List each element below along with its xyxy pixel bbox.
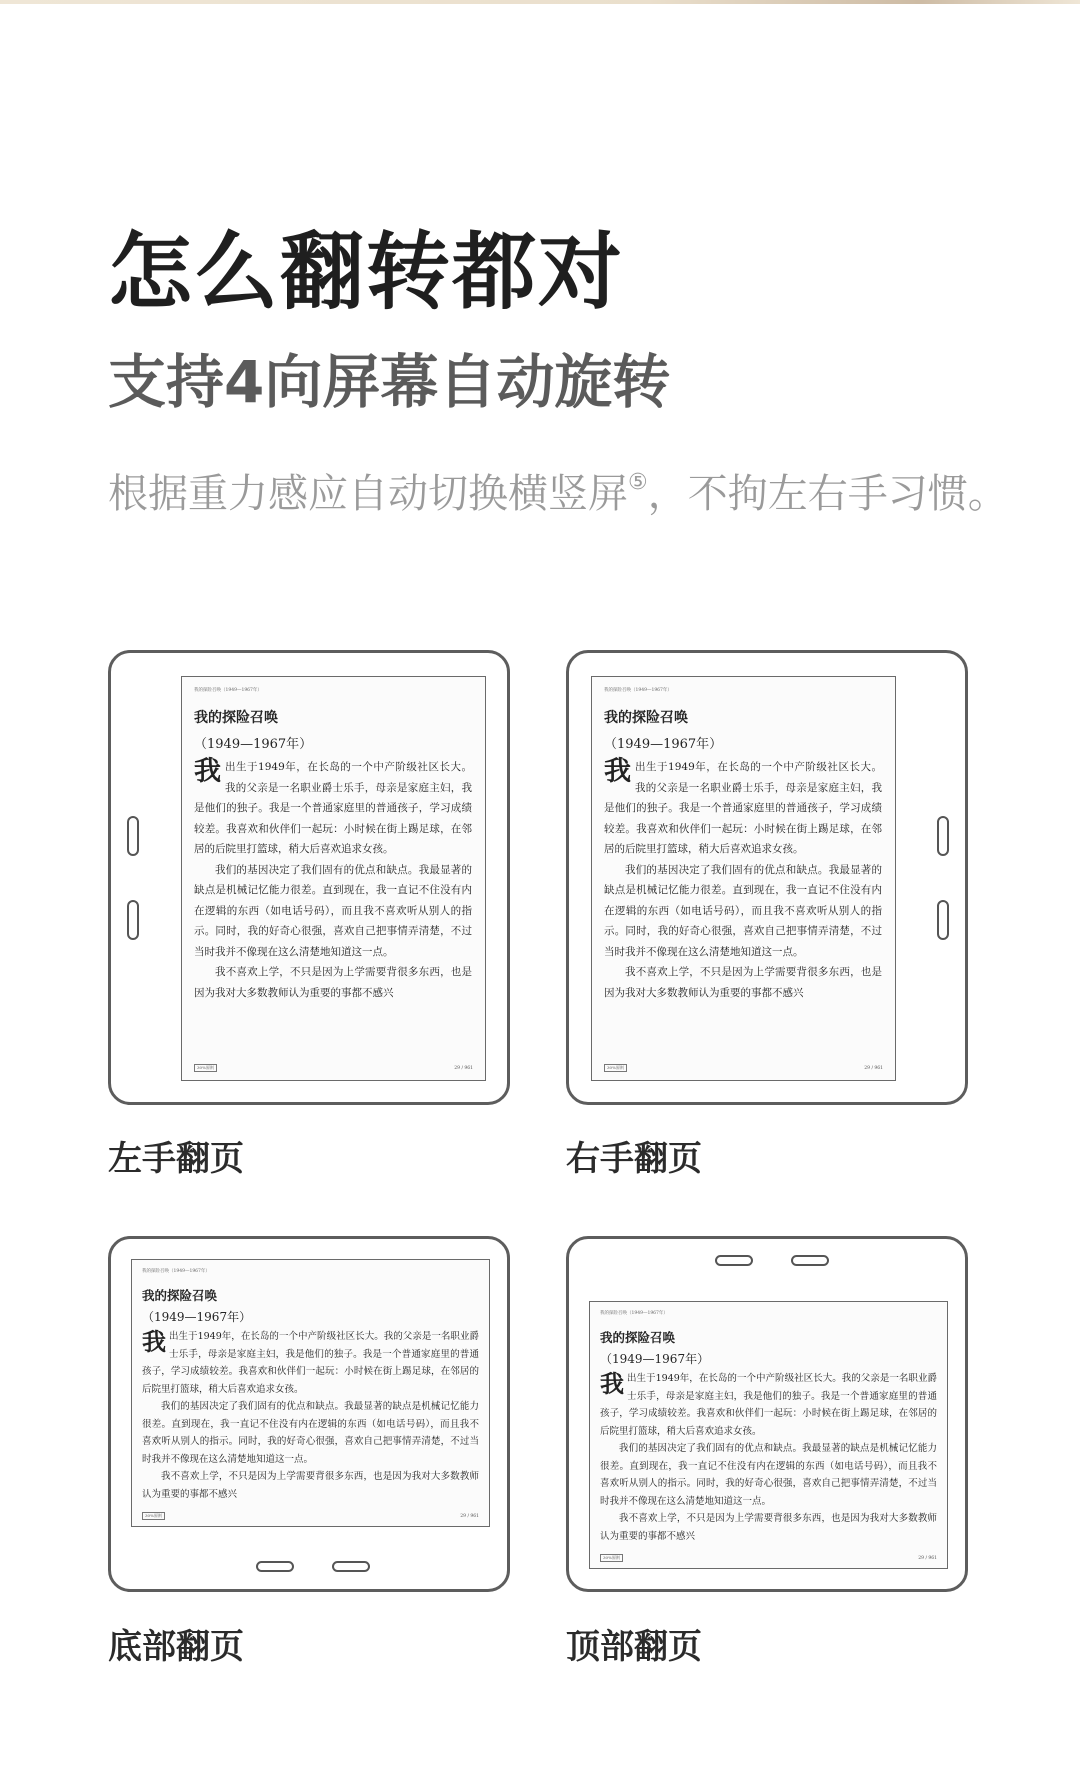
body-paragraph	[604, 757, 882, 860]
page-title: 怎么翻转都对	[108, 223, 625, 321]
reader-footer	[142, 1512, 479, 1520]
footer-tag: 30%原则	[604, 1064, 627, 1072]
book-body	[600, 1369, 937, 1542]
page-subtitle: 支持4向屏幕自动旋转	[108, 348, 671, 416]
caption-right-hand: 右手翻页	[566, 1139, 702, 1179]
paragraph-text: 我们的基因决定了我们固有的优点和缺点。我最显著的缺点是机械记忆能力很差。直到现在，我一直记不住没有内在逻辑的东西（如电话号码），而且我不喜欢听从别人的指示。同时，我的好奇心很强，喜欢自己把事情弄清楚，不过当时我并不像现在这么清楚地知道这一点。	[194, 863, 472, 958]
body-paragraph	[142, 1328, 479, 1398]
body-paragraph	[600, 1510, 937, 1542]
chapter-years: （1949—1967年）	[604, 737, 723, 752]
paragraph-text: 出生于1949年，在长岛的一个中产阶级社区长大。我的父亲是一名职业爵士乐手，母亲是家庭主妇，我是他们的独子。我是一个普通家庭里的普通孩子，学习成绩较差。我喜欢和伙伴们一起玩：小时候在街上踢足球，在邻居的后院里打篮球，稍大后喜欢追求女孩。	[142, 1331, 479, 1395]
page-turn-button-lower	[127, 900, 139, 940]
paragraph-text: 出生于1949年，在长岛的一个中产阶级社区长大。我的父亲是一名职业爵士乐手，母亲是家庭主妇，我是他们的独子。我是一个普通家庭里的普通孩子，学习成绩较差。我喜欢和伙伴们一起玩：小时候在街上踢足球，在邻居的后院里打篮球，稍大后喜欢追求女孩。	[600, 1373, 937, 1437]
chapter-title: 我的探险召唤	[194, 710, 278, 726]
book-header: 我的探险召唤（1949—1967年）	[600, 1311, 668, 1316]
reader-footer	[600, 1554, 937, 1562]
paragraph-text: 我们的基因决定了我们固有的优点和缺点。我最显著的缺点是机械记忆能力很差。直到现在，我一直记不住没有内在逻辑的东西（如电话号码），而且我不喜欢听从别人的指示。同时，我的好奇心很强，喜欢自己把事情弄清楚，不过当时我并不像现在这么清楚地知道这一点。	[142, 1401, 479, 1465]
page-turn-button-right	[791, 1255, 829, 1266]
footer-tag: 30%原则	[142, 1512, 165, 1520]
body-paragraph	[194, 757, 472, 860]
chapter-years: （1949—1967年）	[600, 1352, 710, 1366]
page-turn-button-left	[715, 1255, 753, 1266]
book-body	[142, 1327, 479, 1500]
body-paragraph	[600, 1440, 937, 1510]
ereader-left-hand	[108, 650, 510, 1105]
drop-cap: 我	[604, 756, 631, 787]
book-header: 我的探险召唤（1949—1967年）	[142, 1269, 210, 1274]
body-paragraph	[142, 1468, 479, 1500]
body-paragraph	[194, 962, 472, 1003]
ereader-bottom	[108, 1236, 510, 1592]
chapter-years: （1949—1967年）	[142, 1310, 252, 1324]
description	[108, 462, 1008, 519]
ereader-screen	[589, 1301, 948, 1569]
page-number: 29 / 961	[460, 1513, 479, 1519]
page-turn-button-upper	[937, 816, 949, 856]
book-body	[194, 757, 472, 1003]
page-turn-button-left	[256, 1561, 294, 1572]
body-paragraph	[194, 860, 472, 963]
ereader-screen	[591, 676, 896, 1081]
paragraph-text: 我不喜欢上学，不只是因为上学需要背很多东西，也是因为我对大多数教师认为重要的事都不感兴	[142, 1471, 479, 1500]
caption-top: 顶部翻页	[566, 1627, 702, 1667]
page-turn-button-upper	[127, 816, 139, 856]
description-text: 根据重力感应自动切换横竖屏	[108, 471, 628, 517]
book-header: 我的探险召唤（1949—1967年）	[194, 688, 262, 693]
page-number: 29 / 961	[454, 1065, 473, 1071]
paragraph-text: 我不喜欢上学，不只是因为上学需要背很多东西，也是因为我对大多数教师认为重要的事都不感兴	[600, 1513, 937, 1542]
ereader-screen	[131, 1259, 490, 1527]
drop-cap: 我	[194, 756, 221, 787]
drop-cap: 我	[142, 1327, 166, 1356]
page-turn-button-right	[332, 1561, 370, 1572]
paragraph-text: 出生于1949年，在长岛的一个中产阶级社区长大。我的父亲是一名职业爵士乐手，母亲是家庭主妇，我是他们的独子。我是一个普通家庭里的普通孩子，学习成绩较差。我喜欢和伙伴们一起玩：小时候在街上踢足球，在邻居的后院里打篮球，稍大后喜欢追求女孩。	[604, 761, 882, 855]
description-text-after: ，不拘左右手习惯。	[647, 471, 1008, 517]
paragraph-text: 我们的基因决定了我们固有的优点和缺点。我最显著的缺点是机械记忆能力很差。直到现在，我一直记不住没有内在逻辑的东西（如电话号码），而且我不喜欢听从别人的指示。同时，我的好奇心很强，喜欢自己把事情弄清楚，不过当时我并不像现在这么清楚地知道这一点。	[600, 1443, 937, 1507]
page-number: 29 / 961	[918, 1555, 937, 1561]
paragraph-text: 我们的基因决定了我们固有的优点和缺点。我最显著的缺点是机械记忆能力很差。直到现在，我一直记不住没有内在逻辑的东西（如电话号码），而且我不喜欢听从别人的指示。同时，我的好奇心很强，喜欢自己把事情弄清楚，不过当时我并不像现在这么清楚地知道这一点。	[604, 863, 882, 958]
chapter-title: 我的探险召唤	[604, 710, 688, 726]
reader-footer	[604, 1064, 883, 1072]
caption-left-hand: 左手翻页	[108, 1139, 244, 1179]
chapter-title: 我的探险召唤	[600, 1330, 676, 1345]
ereader-right-hand	[566, 650, 968, 1105]
paragraph-text: 我不喜欢上学，不只是因为上学需要背很多东西，也是因为我对大多数教师认为重要的事都不感兴	[194, 966, 472, 999]
footer-tag: 30%原则	[600, 1554, 623, 1562]
book-header: 我的探险召唤（1949—1967年）	[604, 688, 672, 693]
page-number: 29 / 961	[864, 1065, 883, 1071]
drop-cap: 我	[600, 1369, 624, 1398]
page-turn-button-lower	[937, 900, 949, 940]
body-paragraph	[604, 860, 882, 963]
chapter-title: 我的探险召唤	[142, 1288, 218, 1303]
footnote-mark: ⑤	[628, 470, 648, 495]
body-paragraph	[604, 962, 882, 1003]
body-paragraph	[600, 1370, 937, 1440]
ereader-top	[566, 1236, 968, 1592]
paragraph-text: 出生于1949年，在长岛的一个中产阶级社区长大。我的父亲是一名职业爵士乐手，母亲是家庭主妇，我是他们的独子。我是一个普通家庭里的普通孩子，学习成绩较差。我喜欢和伙伴们一起玩：小时候在街上踢足球，在邻居的后院里打篮球，稍大后喜欢追求女孩。	[194, 761, 472, 855]
paragraph-text: 我不喜欢上学，不只是因为上学需要背很多东西，也是因为我对大多数教师认为重要的事都不感兴	[604, 966, 882, 999]
footer-tag: 30%原则	[194, 1064, 217, 1072]
body-paragraph	[142, 1398, 479, 1468]
caption-bottom: 底部翻页	[108, 1627, 244, 1667]
ereader-screen	[181, 676, 486, 1081]
book-body	[604, 757, 882, 1003]
reader-footer	[194, 1064, 473, 1072]
top-decorative-strip	[0, 0, 1080, 4]
chapter-years: （1949—1967年）	[194, 737, 313, 752]
